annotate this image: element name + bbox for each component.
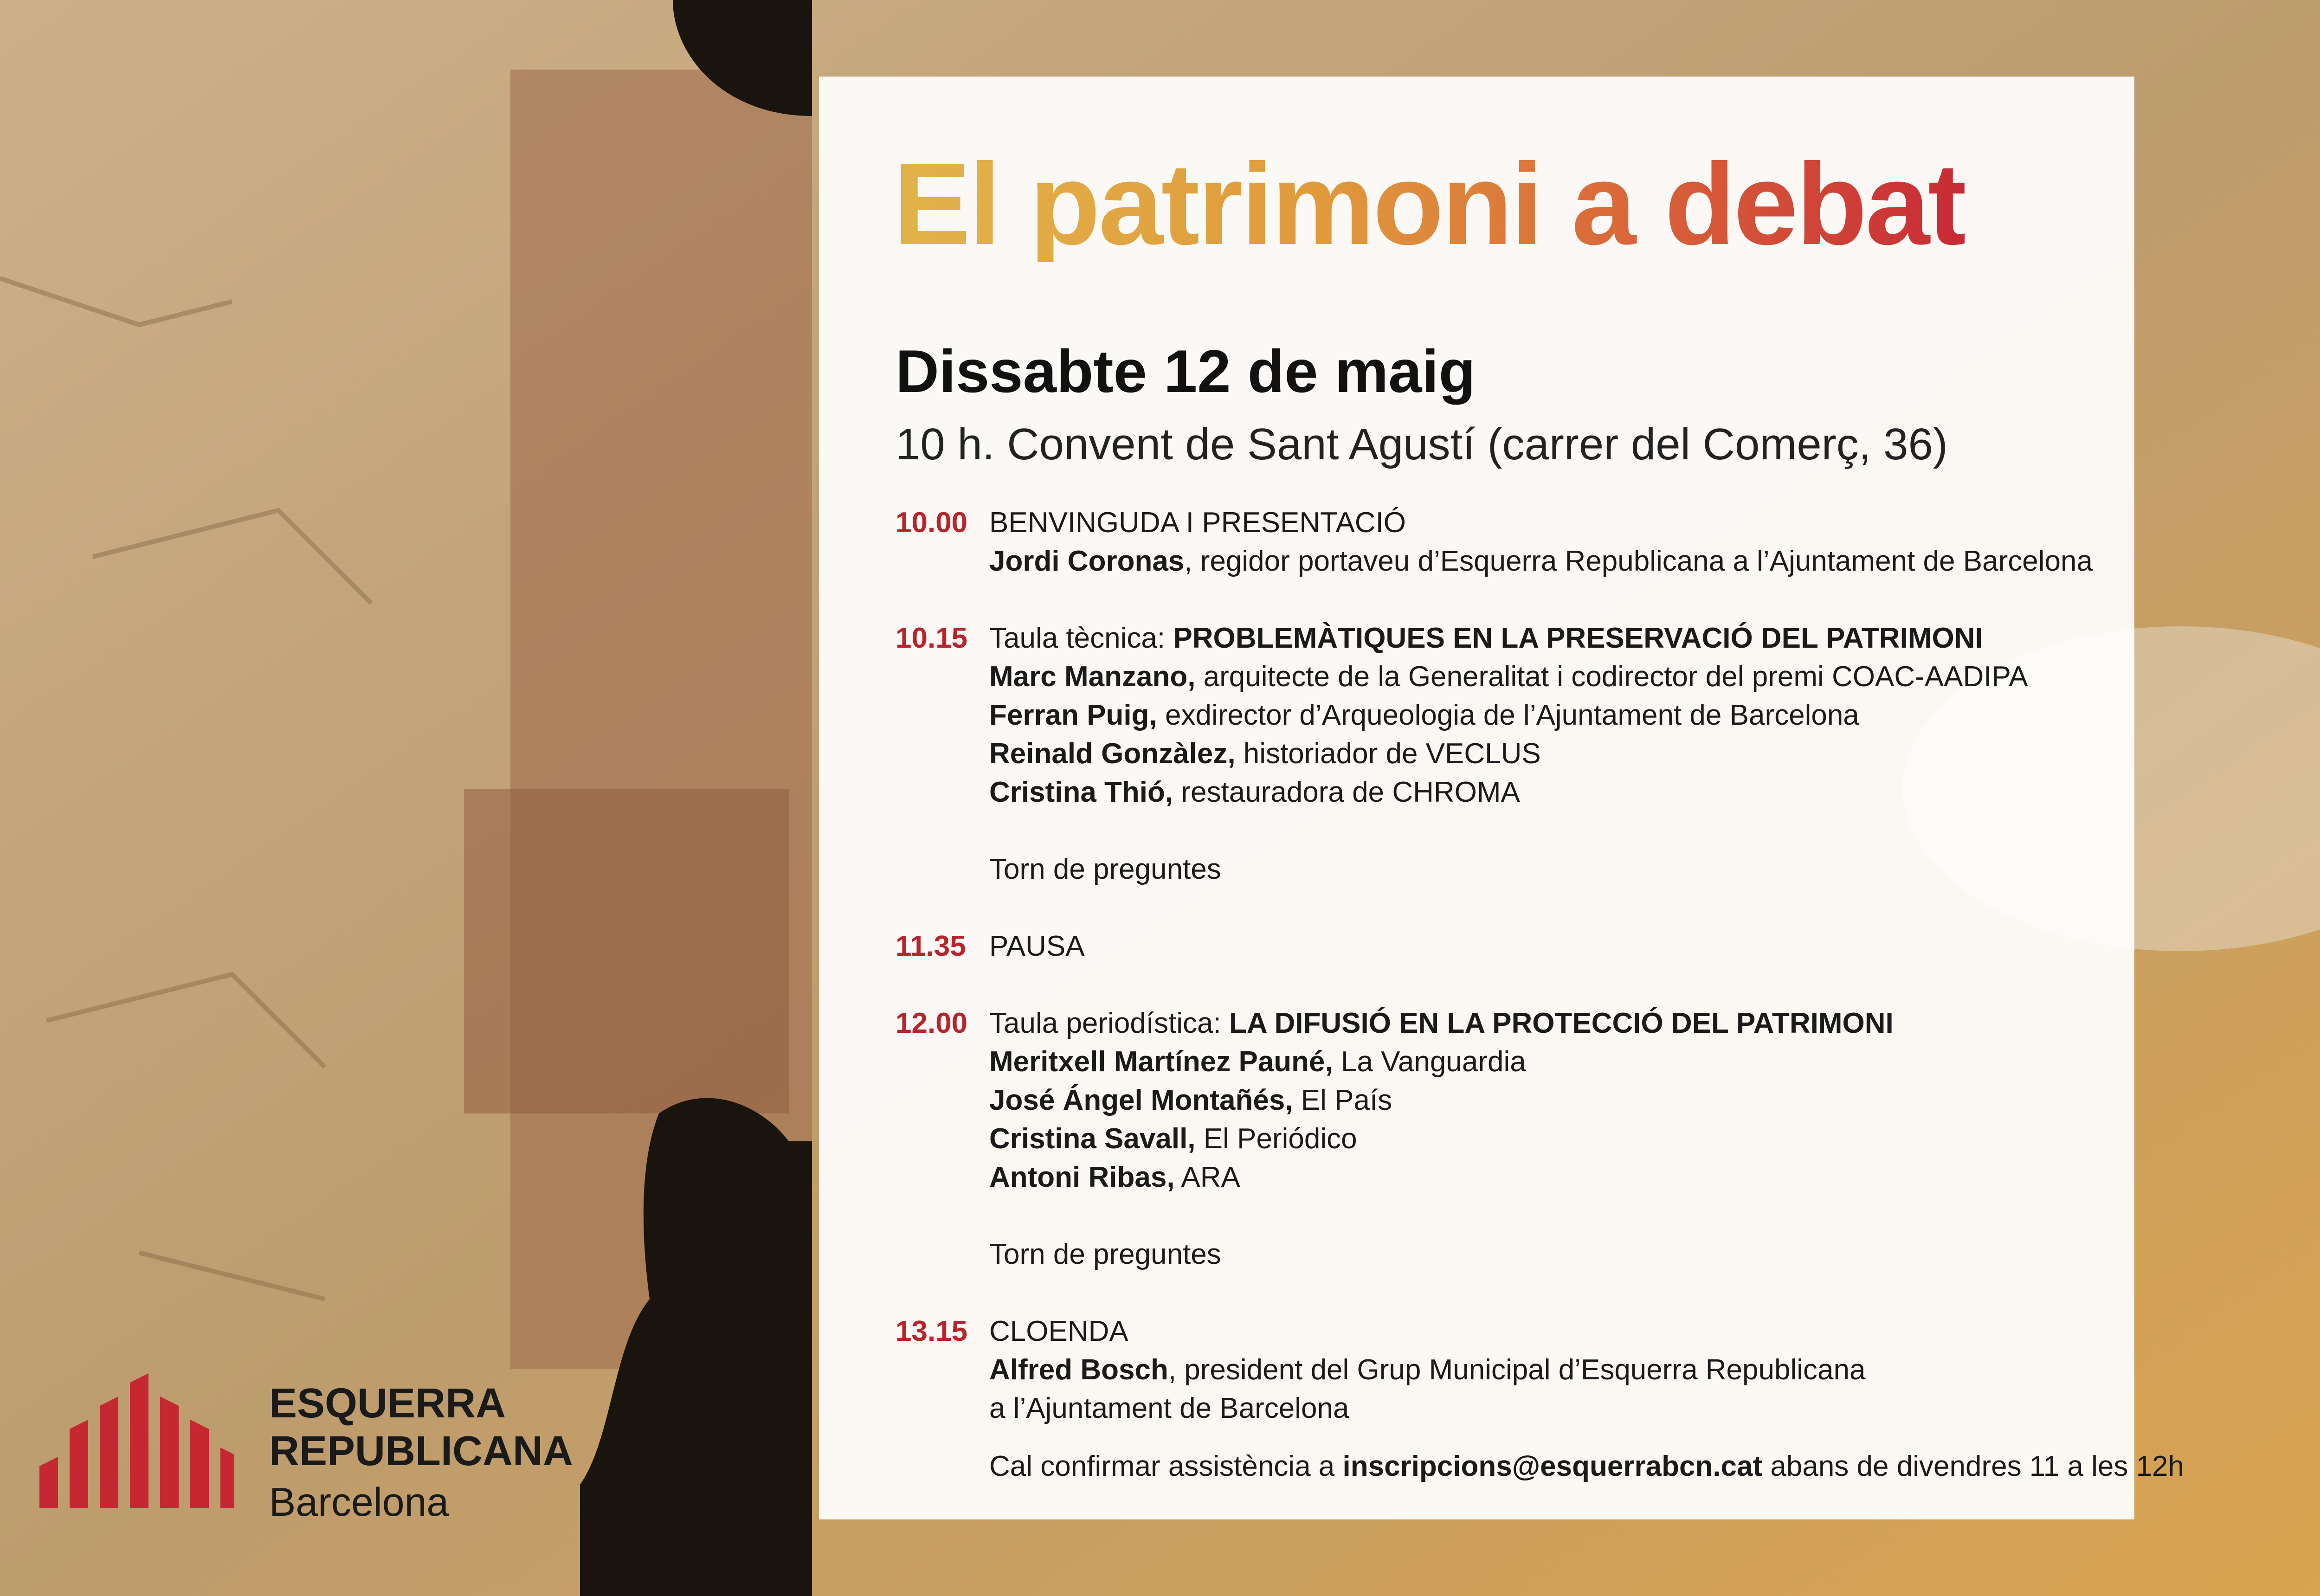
- program-list: [896, 503, 2111, 1428]
- item-time: 13.15: [896, 1315, 968, 1347]
- speaker-row: [896, 773, 2111, 811]
- speaker-row: [896, 542, 2111, 580]
- speaker: [989, 657, 2028, 696]
- contact-email-link[interactable]: inscripcions@esquerrabcn.cat: [1342, 1450, 1763, 1482]
- item-heading: BENVINGUDA I PRESENTACIÓ: [989, 507, 1406, 539]
- program-item: [896, 503, 2111, 542]
- logo-city: Barcelona: [269, 1480, 449, 1525]
- speaker-name: Cristina Thió,: [989, 776, 1173, 808]
- spacer: [896, 580, 2111, 619]
- speaker-name: Meritxell Martínez Pauné,: [989, 1046, 1333, 1078]
- questions-row: [896, 850, 2111, 888]
- item-heading: LA DIFUSIÓ EN LA PROTECCIÓ DEL PATRIMONI: [1229, 1007, 1894, 1039]
- item-heading: PROBLEMÀTIQUES EN LA PRESERVACIÓ DEL PATRIMONI: [1173, 622, 1983, 654]
- event-date: Dissabte 12 de maig: [896, 337, 1476, 405]
- speaker-row: [896, 657, 2111, 696]
- speaker-role: El País: [1293, 1084, 1392, 1116]
- speaker-role: El Periódico: [1195, 1123, 1357, 1155]
- time-spacer: [896, 850, 989, 888]
- speaker-name: Marc Manzano,: [989, 661, 1196, 693]
- logo-line-1: ESQUERRA: [269, 1380, 506, 1427]
- speaker-row: [896, 1389, 2111, 1428]
- speaker-role: , president del Grup Municipal d’Esquerra Republicana: [1168, 1354, 1866, 1386]
- speaker-role: exdirector d’Arqueologia de l’Ajuntament de Barcelona: [1157, 699, 1859, 731]
- speaker: [989, 1158, 1240, 1197]
- time-spacer: [896, 542, 989, 580]
- speaker-name: Alfred Bosch: [989, 1354, 1168, 1386]
- speaker-row: [896, 1043, 2111, 1081]
- party-logo: [39, 1369, 596, 1526]
- speaker-name: Ferran Puig,: [989, 699, 1157, 731]
- item-heading: CLOENDA: [989, 1315, 1128, 1347]
- speaker-row: [896, 1081, 2111, 1120]
- questions-label: Torn de preguntes: [989, 1238, 1221, 1270]
- speaker-name: Cristina Savall,: [989, 1123, 1196, 1155]
- event-venue: 10 h. Convent de Sant Agustí (carrer del Comerç, 36): [896, 419, 1948, 469]
- speaker-name: Reinald Gonzàlez,: [989, 738, 1236, 770]
- time-spacer: [896, 1120, 989, 1158]
- speaker: [989, 696, 1859, 734]
- event-title: El patrimoni a debat: [893, 139, 1965, 269]
- item-time: 10.15: [896, 622, 968, 654]
- item-time: 12.00: [896, 1007, 968, 1039]
- time-spacer: [896, 1235, 989, 1274]
- item-heading: PAUSA: [989, 930, 1085, 962]
- spacer: [896, 888, 2111, 927]
- spacer: [896, 965, 2111, 1004]
- speaker-row: [896, 1158, 2111, 1197]
- item-time: 10.00: [896, 507, 968, 539]
- time-spacer: [896, 773, 989, 811]
- time-spacer: [896, 1389, 989, 1428]
- time-spacer: [896, 696, 989, 734]
- confirm-prefix: Cal confirmar assistència a: [989, 1450, 1343, 1482]
- speaker-role: , regidor portaveu d’Esquerra Republicana a l’Ajuntament de Barcelona: [1184, 545, 2093, 577]
- confirm-suffix: abans de divendres 11 a les 12h: [1762, 1450, 2185, 1482]
- item-time: 11.35: [896, 930, 966, 962]
- speaker-row: [896, 734, 2111, 773]
- time-spacer: [896, 1043, 989, 1081]
- item-text: [989, 1004, 1894, 1043]
- spacer: [896, 1274, 2111, 1312]
- spacer: [896, 811, 2111, 850]
- time-spacer: [896, 1158, 989, 1197]
- program-item: [896, 619, 2111, 657]
- program-item: [896, 1312, 2111, 1351]
- speaker-row: [896, 696, 2111, 734]
- speaker: [989, 734, 1541, 773]
- speaker: [989, 1120, 1357, 1158]
- speaker-role: historiador de VECLUS: [1235, 738, 1541, 770]
- questions-label: Torn de preguntes: [989, 853, 1221, 885]
- confirm-note: [989, 1450, 2184, 1483]
- item-intro: Taula tècnica:: [989, 622, 1173, 654]
- speaker-role-continued: a l’Ajuntament de Barcelona: [989, 1392, 1349, 1424]
- speaker-row: [896, 1351, 2111, 1389]
- item-text: [989, 619, 1983, 657]
- spacer: [896, 1197, 2111, 1235]
- item-intro: Taula periodística:: [989, 1007, 1229, 1039]
- speaker-name: Jordi Coronas: [989, 545, 1185, 577]
- time-spacer: [896, 657, 989, 696]
- speaker-row: [896, 1120, 2111, 1158]
- program-card: [819, 77, 2185, 1519]
- speaker: [989, 1351, 1865, 1389]
- speaker-role: restauradora de CHROMA: [1173, 776, 1520, 808]
- logo-line-2: REPUBLICANA: [269, 1428, 574, 1474]
- speaker-name: Antoni Ribas,: [989, 1161, 1175, 1193]
- time-spacer: [896, 734, 989, 773]
- speaker: [989, 542, 2093, 580]
- speaker-role: arquitecte de la Generalitat i codirector del premi COAC-AADIPA: [1195, 661, 2028, 693]
- questions-row: [896, 1235, 2111, 1274]
- speaker: [989, 773, 1520, 811]
- program-item: [896, 927, 2111, 965]
- speaker: [989, 1081, 1392, 1120]
- speaker: [989, 1043, 1526, 1081]
- speaker-role: La Vanguardia: [1333, 1046, 1526, 1078]
- speaker-name: José Ángel Montañés,: [989, 1084, 1293, 1116]
- speaker-role: ARA: [1174, 1161, 1240, 1193]
- time-spacer: [896, 1081, 989, 1120]
- program-item: [896, 1004, 2111, 1043]
- time-spacer: [896, 1351, 989, 1389]
- logo-bars-icon: [39, 1369, 234, 1508]
